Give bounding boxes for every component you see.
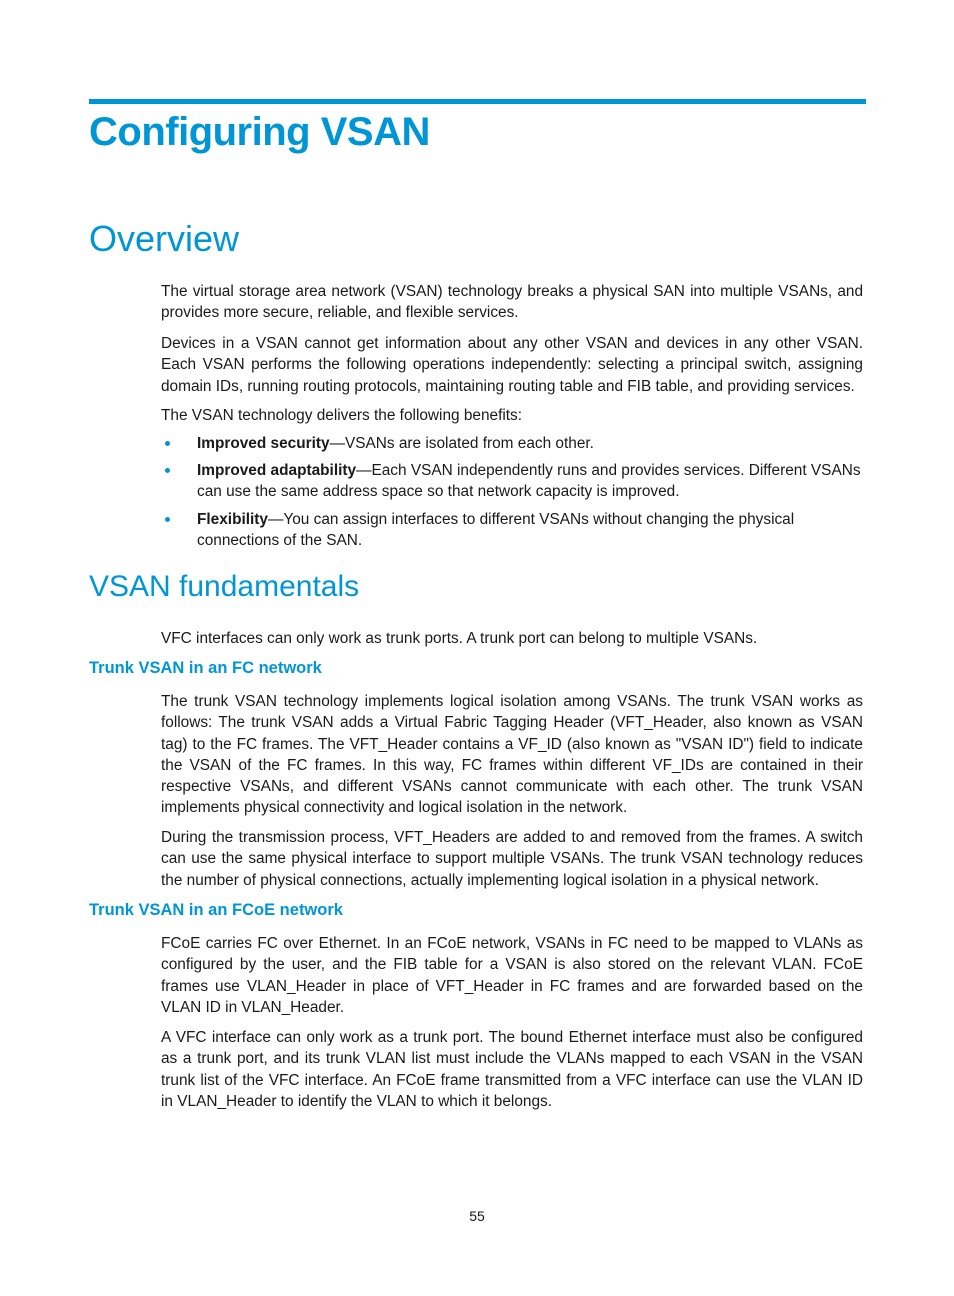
chapter-top-rule	[89, 99, 866, 104]
bullet-text: —You can assign interfaces to different VSANs without changing the physical connections of the SAN.	[197, 511, 795, 550]
bullet-term: Improved security	[197, 435, 330, 452]
bullet-term: Improved adaptability	[197, 462, 357, 479]
fcoe-network-heading: Trunk VSAN in an FCoE network	[89, 901, 343, 919]
bullet-icon	[165, 468, 170, 473]
fcoe-paragraph-2: A VFC interface can only work as a trunk port. The bound Ethernet interface must also be configured as a trunk port, and its trunk VLAN list must include the VLANs mapped to each VSAN in the VSAN trunk list of the VFC interface. An FCoE frame transmitted from a VFC interface can use the VLAN ID in VLAN_Header to identify the VLAN to which it belongs.	[161, 1029, 863, 1110]
list-item	[161, 460, 863, 503]
bullet-text: —Each VSAN independently runs and provides services. Different VSANs can use the same address space so that network capacity is improved.	[197, 462, 861, 501]
fc-paragraph-2: During the transmission process, VFT_Headers are added to and removed from the frames. A switch can use the same physical interface to support multiple VSANs. The trunk VSAN technology reduces the number of physical connections, actually implementing logical isolation in a physical network.	[161, 829, 863, 889]
list-item	[161, 433, 863, 454]
bullet-term: Flexibility	[197, 511, 268, 528]
fc-network-heading: Trunk VSAN in an FC network	[89, 659, 322, 677]
overview-paragraph-2: Devices in a VSAN cannot get information about any other VSAN and devices in any other VSAN. Each VSAN performs the following operations independently: selecting a principal switch, assigning domain IDs, running routing protocols, maintaining routing table and FIB table, and providing services.	[161, 335, 863, 395]
fc-paragraph-1: The trunk VSAN technology implements logical isolation among VSANs. The trunk VSAN works as follows: The trunk VSAN adds a Virtual Fabric Tagging Header (VFT_Header, also known as VSAN tag) to the FC frames. The VFT_Header contains a VF_ID (also known as "VSAN ID") field to indicate the VSAN of the FC frames. In this way, FC frames within different VF_IDs are contained in their respective VSANs, and different VSANs cannot communicate with each other. The trunk VSAN implements physical connectivity and logical isolation in the network.	[161, 693, 863, 817]
bullet-icon	[165, 517, 170, 522]
page-number: 55	[469, 1208, 485, 1224]
overview-heading: Overview	[89, 218, 240, 259]
chapter-title: Configuring VSAN	[89, 110, 430, 154]
bullet-text: —VSANs are isolated from each other.	[329, 435, 594, 452]
fcoe-paragraph-1: FCoE carries FC over Ethernet. In an FCoE network, VSANs in FC need to be mapped to VLANs as configured by the user, and the FIB table for a VSAN is also stored on the relevant VLAN. FCoE frames use VLAN_Header in place of VFT_Header in FC frames and are forwarded based on the VLAN ID in VLAN_Header.	[161, 935, 863, 1016]
fundamentals-intro: VFC interfaces can only work as trunk ports. A trunk port can belong to multiple VSANs.	[161, 630, 758, 647]
bullet-icon	[165, 441, 170, 446]
overview-paragraph-1: The virtual storage area network (VSAN) technology breaks a physical SAN into multiple VSANs, and provides more secure, reliable, and flexible services.	[161, 283, 863, 322]
overview-paragraph-3: The VSAN technology delivers the following benefits:	[161, 407, 523, 424]
list-item	[161, 509, 863, 552]
fundamentals-heading: VSAN fundamentals	[89, 570, 360, 603]
